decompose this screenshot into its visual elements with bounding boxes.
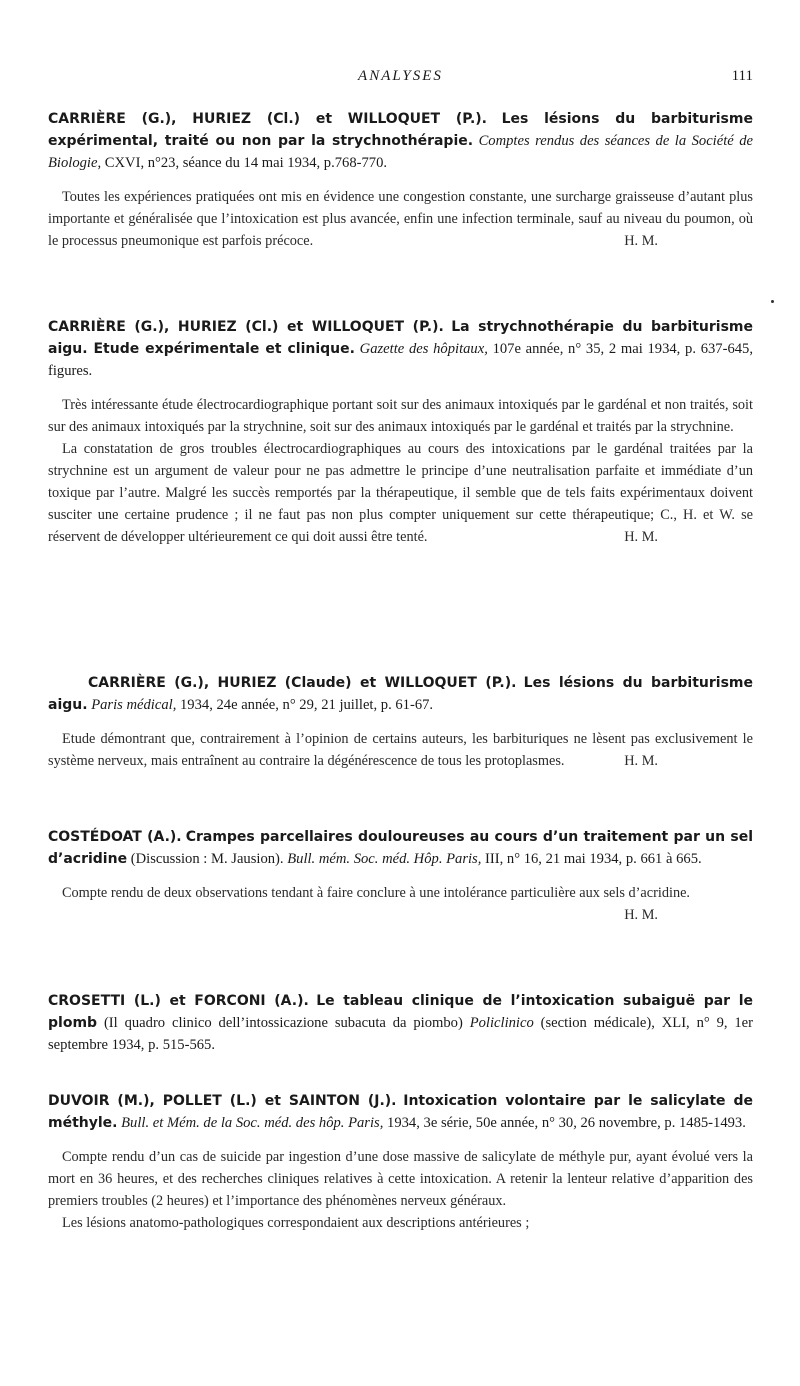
entry-summary: Les lésions anatomo-pathologiques correspondaient aux descriptions antérieures ;	[62, 1215, 530, 1231]
entry-discussion: (Discussion : M. Jausion).	[130, 851, 284, 867]
entry-authors: CARRIÈRE (G.), HURIEZ (Cl.) et WILLOQUET (P.).	[48, 319, 444, 335]
entry-details: CXVI, n°23, séance du 14 mai 1934, p.768-770.	[104, 155, 388, 171]
entry-title: Le tableau clinique de l’intoxication subaiguë par le plomb	[48, 993, 753, 1031]
entry-journal: Bull. mém. Soc. méd. Hôp. Paris,	[287, 851, 482, 867]
entry-authors: DUVOIR (M.), POLLET (L.) et SAINTON (J.).	[48, 1093, 397, 1109]
abstract-entry	[48, 316, 753, 548]
bibliographic-reference	[48, 672, 753, 716]
bibliographic-reference	[48, 826, 753, 870]
running-title: ANALYSES	[358, 68, 443, 84]
entry-summary: Toutes les expériences pratiquées ont mis en évidence une congestion constante, une surcharge graisseuse d’autant plus importante et généralisée que l’intoxication est plus avancée, enfin une infection terminale, sauf au niveau du poumon, où le processus pneumonique est parfois précoce. H. M.	[48, 186, 753, 252]
entry-journal: Gazette des hôpitaux,	[359, 341, 488, 357]
entry-title: La strychnothérapie du barbiturisme aigu. Etude expérimentale et clinique.	[48, 319, 754, 357]
abstract-entry	[48, 108, 753, 252]
entry-journal: Policlinico	[469, 1015, 534, 1031]
entry-title: Intoxication volontaire par le salicylate de méthyle.	[48, 1093, 754, 1131]
entry-details: III, n° 16, 21 mai 1934, p. 661 à 665.	[485, 851, 702, 867]
entry-title: Crampes parcellaires douloureuses au cours d’un traitement par un sel d’acridine	[48, 829, 753, 867]
entry-reviewer: H. M.	[624, 753, 658, 769]
entry-authors: COSTÉDOAT (A.).	[48, 829, 182, 845]
entry-summary: Compte rendu d’un cas de suicide par ingestion d’une dose massive de salicylate de méthyle pur, ayant évolué vers la mort en 36 heures, et des recherches cliniques relatives à cette intoxication. A retenir la lenteur relative d’apparition des premiers troubles (2 heures) et l’importance des phénomènes nerveux généraux.	[48, 1149, 753, 1209]
bibliographic-reference	[48, 1090, 753, 1134]
entry-original-title: (Il quadro clinico dell’intossicazione subacuta da piombo)	[103, 1015, 463, 1031]
entry-summary: Très intéressante étude électrocardiographique portant soit sur des animaux intoxiqués par le gardénal et non traités, soit sur des animaux intoxiqués par la strychnine, soit sur des animaux intoxiqués par le gardénal et traités par la strychnine.	[48, 397, 753, 435]
entry-reviewer: H. M.	[624, 529, 658, 545]
bibliographic-reference	[48, 316, 753, 382]
entry-reviewer: H. M.	[624, 907, 658, 923]
entry-journal: Paris médical,	[91, 697, 177, 713]
entry-details: 107e année, n° 35, 2 mai 1934, p. 637-645, figures.	[48, 341, 753, 379]
entry-details: 1934, 24e année, n° 29, 21 juillet, p. 61-67.	[180, 697, 434, 713]
abstract-entry	[48, 826, 753, 926]
abstract-entry	[48, 672, 753, 772]
entry-summary: Compte rendu de deux observations tendant à faire conclure à une intolérance particulière aux sels d’acridine. H. M.	[48, 882, 753, 904]
entry-authors: CARRIÈRE (G.), HURIEZ (Claude) et WILLOQUET (P.).	[88, 675, 517, 691]
page-number: 111	[731, 68, 753, 84]
running-head	[48, 68, 753, 88]
entry-title: Les lésions du barbiturisme expérimental, traité ou non par la strychnothérapie.	[48, 111, 753, 149]
entry-details: 1934, 3e série, 50e année, n° 30, 26 novembre, p. 1485-1493.	[387, 1115, 746, 1131]
entry-authors: CROSETTI (L.) et FORCONI (A.).	[48, 993, 309, 1009]
bibliographic-reference	[48, 108, 753, 174]
entry-journal: Bull. et Mém. de la Soc. méd. des hôp. Paris,	[121, 1115, 384, 1131]
entry-summary: Etude démontrant que, contrairement à l’opinion de certains auteurs, les barbituriques ne lèsent pas exclusivement le système nerveux, mais entraînent au contraire la dégénérescence de tous les protoplasmes. H. M.	[48, 728, 753, 772]
entry-journal: Comptes rendus des séances de la Société de Biologie,	[48, 133, 753, 171]
abstract-entry	[48, 990, 753, 1056]
abstract-entry	[48, 1090, 753, 1234]
entry-summary: La constatation de gros troubles électrocardiographiques au cours des intoxications par le gardénal traitées par la strychnine est un argument de valeur pour ne pas admettre le principe d’une neutralisation parfaite et immédiate d’un toxique par l’autre. Malgré les succès remportés par la thérapeutique, il semble que de tels faits expérimentaux doivent susciter une certaine prudence ; il ne faut pas non plus compter uniquement sur cette thérapeutique; C., H. et W. se réservent de développer ultérieurement ce qui doit aussi être tenté. H. M.	[48, 438, 753, 548]
entry-authors: CARRIÈRE (G.), HURIEZ (Cl.) et WILLOQUET (P.).	[48, 111, 487, 127]
entry-title: Les lésions du barbiturisme aigu.	[48, 675, 753, 713]
entry-details: (section médicale), XLI, n° 9, 1er septembre 1934, p. 515-565.	[48, 1015, 754, 1053]
entry-reviewer: H. M.	[624, 233, 658, 249]
print-speck	[771, 300, 774, 303]
bibliographic-reference	[48, 990, 753, 1056]
